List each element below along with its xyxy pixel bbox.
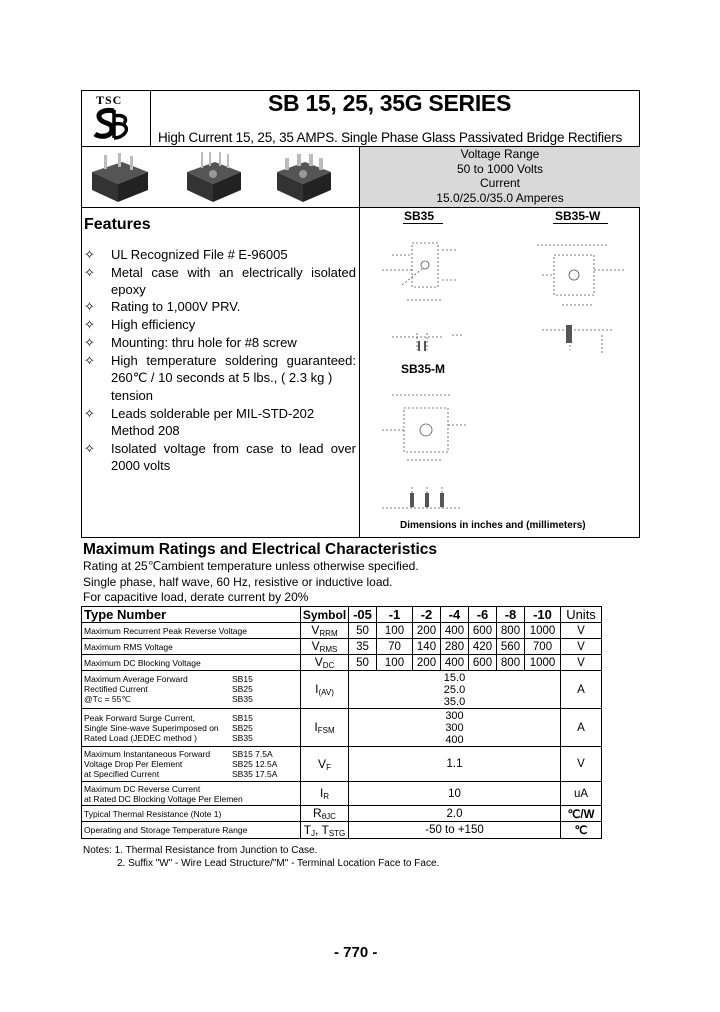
feature-text: Method 208 bbox=[111, 422, 180, 438]
param-label: Maximum Average Forward SB15 Rectified Current SB25 @TC = 55℃ SB35 bbox=[82, 671, 301, 709]
value-cell: 700 bbox=[525, 639, 561, 655]
tsc-logo-mark bbox=[92, 107, 130, 141]
table-row bbox=[82, 709, 602, 747]
feature-text: High efficiency bbox=[111, 317, 196, 332]
unit-cell: V bbox=[561, 655, 602, 671]
value-cell: 50 bbox=[349, 655, 377, 671]
symbol-cell: $T_J$, $T_{STG}$ bbox=[301, 822, 349, 839]
feature-text: Rating to 1,000V PRV. bbox=[111, 299, 241, 314]
feature-item bbox=[84, 406, 356, 440]
star-bullet-icon: ✧ bbox=[84, 441, 95, 456]
label-underline bbox=[403, 223, 443, 224]
feature-item bbox=[84, 335, 356, 352]
logo-text: TSC bbox=[96, 93, 123, 107]
package-drawings bbox=[362, 225, 638, 517]
package-label-sb35m: SB35-M bbox=[401, 362, 446, 376]
dimensions-note: Dimensions in inches and (millimeters) bbox=[400, 520, 586, 531]
unit-cell: A bbox=[561, 709, 602, 747]
unit-cell: A bbox=[561, 671, 602, 709]
param-label: Maximum DC Blocking Voltage bbox=[82, 655, 301, 671]
table-row bbox=[82, 822, 602, 839]
value-cell: 1000 bbox=[525, 623, 561, 639]
header-type-number: Type Number bbox=[82, 607, 301, 623]
symbol-cell: $I_{FSM}$ bbox=[301, 709, 349, 747]
value-cell: 50 bbox=[349, 623, 377, 639]
param-label: Peak Forward Surge Current, SB15 Single Sine-wave Superimposed on SB25 Rated Load (JEDEC method ) SB35 bbox=[82, 709, 301, 747]
tsc-logo bbox=[84, 93, 150, 145]
feature-text: 260℃ / 10 seconds at 5 lbs., ( 2.3 kg ) bbox=[111, 370, 333, 385]
product-photo bbox=[277, 154, 331, 202]
feature-text: epoxy bbox=[111, 281, 146, 297]
product-photo bbox=[187, 152, 241, 202]
symbol-cell: $V_{RMS}$ bbox=[301, 639, 349, 655]
feature-item bbox=[84, 317, 356, 334]
value-cell: 35 bbox=[349, 639, 377, 655]
feature-item bbox=[84, 299, 356, 316]
page-number: - 770 - bbox=[334, 944, 378, 961]
feature-text: Metal case with an electrically isolated bbox=[111, 265, 356, 280]
symbol-cell: $V_F$ bbox=[301, 747, 349, 782]
value-cell: 15.0 25.0 35.0 bbox=[349, 671, 561, 709]
page-subtitle: High Current 15, 25, 35 AMPS. Single Phase Glass Passivated Bridge Rectifiers bbox=[158, 130, 623, 145]
table-row bbox=[82, 623, 602, 639]
value-cell: 100 bbox=[377, 623, 413, 639]
value-cell: 200 bbox=[413, 655, 441, 671]
header-units: Units bbox=[561, 607, 602, 623]
value-cell: 800 bbox=[497, 655, 525, 671]
table-header-row bbox=[82, 607, 602, 623]
value-cell: 1.1 bbox=[349, 747, 561, 782]
param-label: Maximum DC Reverse Current at Rated DC Blocking Voltage Per Elemen bbox=[82, 782, 301, 806]
value-cell: 70 bbox=[377, 639, 413, 655]
features-heading: Features bbox=[84, 216, 151, 233]
value-cell: 10 bbox=[349, 782, 561, 806]
star-bullet-icon: ✧ bbox=[84, 265, 95, 280]
symbol-cell: $I_{(AV)}$ bbox=[301, 671, 349, 709]
param-label: Operating and Storage Temperature Range bbox=[82, 822, 301, 839]
value-cell: 800 bbox=[497, 623, 525, 639]
value-cell: 200 bbox=[413, 623, 441, 639]
ratings-heading: Maximum Ratings and Electrical Characteristics bbox=[83, 541, 438, 558]
rating-condition: Rating at 25℃ambient temperature unless otherwise specified. bbox=[83, 559, 419, 573]
param-label: Typical Thermal Resistance (Note 1) bbox=[82, 806, 301, 822]
voltage-range-label: Voltage Range bbox=[460, 147, 540, 161]
value-cell: 280 bbox=[441, 639, 469, 655]
header-col: -4 bbox=[441, 607, 469, 623]
value-cell: 400 bbox=[441, 623, 469, 639]
unit-cell: ℃ bbox=[561, 822, 602, 839]
current-label: Current bbox=[479, 176, 520, 190]
header-col: -1 bbox=[377, 607, 413, 623]
header-symbol: Symbol bbox=[301, 607, 349, 623]
feature-text: High temperature soldering guaranteed: bbox=[111, 353, 356, 368]
value-cell: 300 300 400 bbox=[349, 709, 561, 747]
header-col: -8 bbox=[497, 607, 525, 623]
value-cell: 2.0 bbox=[349, 806, 561, 822]
feature-text: tension bbox=[111, 388, 153, 403]
note-1: Notes: 1. Thermal Resistance from Junction to Case. bbox=[83, 845, 318, 856]
star-bullet-icon: ✧ bbox=[84, 317, 95, 332]
value-cell: 400 bbox=[441, 655, 469, 671]
symbol-cell: $V_{DC}$ bbox=[301, 655, 349, 671]
table-row bbox=[82, 655, 602, 671]
table-row bbox=[82, 639, 602, 655]
value-cell: 100 bbox=[377, 655, 413, 671]
page-title: SB 15, 25, 35G SERIES bbox=[268, 90, 511, 116]
value-cell: 420 bbox=[469, 639, 497, 655]
product-photo bbox=[92, 153, 148, 202]
unit-cell: uA bbox=[561, 782, 602, 806]
unit-cell: V bbox=[561, 639, 602, 655]
param-label: Maximum Instantaneous Forward SB15 7.5A Voltage Drop Per Element SB25 12.5A at Specified Current SB35 17.5A bbox=[82, 747, 301, 782]
header-col: -05 bbox=[349, 607, 377, 623]
feature-text: Mounting: thru hole for #8 screw bbox=[111, 335, 297, 350]
header-col: -2 bbox=[413, 607, 441, 623]
value-cell: 600 bbox=[469, 655, 497, 671]
param-label: Maximum Recurrent Peak Reverse Voltage bbox=[82, 623, 301, 639]
star-bullet-icon: ✧ bbox=[84, 247, 95, 262]
feature-text: Leads solderable per MIL-STD-202 bbox=[111, 406, 315, 421]
feature-text: UL Recognized File # E-96005 bbox=[111, 247, 288, 262]
value-cell: 600 bbox=[469, 623, 497, 639]
value-cell: 140 bbox=[413, 639, 441, 655]
header-col: -6 bbox=[469, 607, 497, 623]
star-bullet-icon: ✧ bbox=[84, 353, 95, 368]
feature-item bbox=[84, 247, 356, 264]
value-cell: -50 to +150 bbox=[349, 822, 561, 839]
table-row bbox=[82, 782, 602, 806]
ratings-table bbox=[81, 606, 602, 839]
package-label-sb35w: SB35-W bbox=[555, 209, 601, 223]
package-label-sb35: SB35 bbox=[404, 209, 435, 223]
symbol-cell: $I_R$ bbox=[301, 782, 349, 806]
label-underline bbox=[553, 223, 608, 224]
voltage-range-value: 50 to 1000 Volts bbox=[456, 161, 544, 176]
divider bbox=[150, 90, 151, 147]
symbol-cell: $R_{\theta JC}$ bbox=[301, 806, 349, 822]
unit-cell: ℃/W bbox=[561, 806, 602, 822]
param-label: Maximum RMS Voltage bbox=[82, 639, 301, 655]
header-col: -10 bbox=[525, 607, 561, 623]
voltage-range-box bbox=[360, 147, 640, 207]
current-value: 15.0/25.0/35.0 Amperes bbox=[436, 190, 564, 205]
feature-item bbox=[84, 353, 356, 404]
feature-text: 2000 volts bbox=[111, 457, 171, 473]
feature-item bbox=[84, 265, 356, 299]
table-row bbox=[82, 806, 602, 822]
table-row bbox=[82, 671, 602, 709]
star-bullet-icon: ✧ bbox=[84, 335, 95, 350]
table-row bbox=[82, 747, 602, 782]
rating-condition: For capacitive load, derate current by 20% bbox=[83, 590, 309, 604]
rating-condition: Single phase, half wave, 60 Hz, resistive or inductive load. bbox=[83, 575, 393, 589]
note-2: 2. Suffix "W" - Wire Lead Structure/"M" - Terminal Location Face to Face. bbox=[117, 858, 440, 869]
feature-item bbox=[84, 441, 356, 475]
star-bullet-icon: ✧ bbox=[84, 406, 95, 421]
value-cell: 560 bbox=[497, 639, 525, 655]
unit-cell: V bbox=[561, 623, 602, 639]
value-cell: 1000 bbox=[525, 655, 561, 671]
symbol-cell: $V_{RRM}$ bbox=[301, 623, 349, 639]
feature-text: Isolated voltage from case to lead over bbox=[111, 441, 356, 456]
unit-cell: V bbox=[561, 747, 602, 782]
product-photos bbox=[90, 152, 350, 206]
divider bbox=[81, 207, 640, 208]
star-bullet-icon: ✧ bbox=[84, 299, 95, 314]
